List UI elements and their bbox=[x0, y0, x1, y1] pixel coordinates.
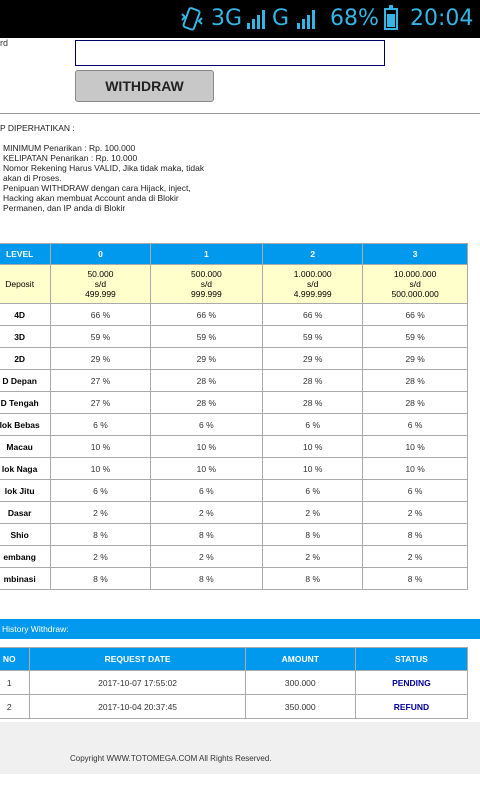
network-type-label: 3G bbox=[211, 6, 243, 31]
history-date: 2017-10-07 17:55:02 bbox=[30, 671, 245, 695]
game-type-label: lok Jitu bbox=[0, 480, 51, 502]
table-row bbox=[0, 671, 468, 695]
history-title: History Withdraw: bbox=[0, 619, 480, 639]
rate-cell: 66 % bbox=[263, 304, 363, 326]
note-line: MINIMUM Penarikan : Rp. 100.000 bbox=[3, 143, 136, 153]
rate-cell: 8 % bbox=[363, 524, 468, 546]
game-type-label: lok Naga bbox=[0, 458, 51, 480]
table-row bbox=[0, 480, 468, 502]
game-type-label: lok Bebas bbox=[0, 414, 51, 436]
rate-cell: 2 % bbox=[51, 502, 150, 524]
table-row bbox=[0, 546, 468, 568]
table-row bbox=[0, 414, 468, 436]
rate-cell: 8 % bbox=[263, 524, 363, 546]
network-type-label-2: G bbox=[272, 6, 290, 31]
clock: 20:04 bbox=[410, 6, 474, 31]
header-cell: 3 bbox=[363, 244, 468, 265]
footer bbox=[0, 722, 480, 774]
rate-cell: 8 % bbox=[363, 568, 468, 590]
rate-cell: 2 % bbox=[263, 502, 363, 524]
rate-cell: 28 % bbox=[363, 392, 468, 414]
game-type-label: D Tengah bbox=[0, 392, 51, 414]
table-row bbox=[0, 326, 468, 348]
rate-cell: 29 % bbox=[150, 348, 263, 370]
header-cell: REQUEST DATE bbox=[30, 648, 245, 671]
table-row bbox=[0, 348, 468, 370]
rate-cell: 10 % bbox=[150, 436, 263, 458]
game-type-label: D Depan bbox=[0, 370, 51, 392]
signal-icon bbox=[296, 8, 318, 34]
note-line: Penipuan WITHDRAW dengan cara Hijack, inject, bbox=[3, 183, 191, 193]
deposit-cell: 50.000 s/d 499.999 bbox=[51, 265, 150, 304]
rate-cell: 29 % bbox=[363, 348, 468, 370]
table-row bbox=[0, 695, 468, 719]
table-row bbox=[0, 458, 468, 480]
rate-cell: 6 % bbox=[363, 480, 468, 502]
rate-cell: 66 % bbox=[51, 304, 150, 326]
game-type-label: embang bbox=[0, 546, 51, 568]
copyright-text: Copyright WWW.TOTOMEGA.COM All Rights Reserved. bbox=[70, 754, 272, 763]
rate-cell: 10 % bbox=[263, 458, 363, 480]
note-line: Hacking akan membuat Account anda di Blokir bbox=[3, 193, 179, 203]
game-type-label: Dasar bbox=[0, 502, 51, 524]
rate-cell: 10 % bbox=[150, 458, 263, 480]
battery-percent: 68% bbox=[330, 6, 379, 31]
note-line: KELIPATAN Penarikan : Rp. 10.000 bbox=[3, 153, 138, 163]
note-line: akan di Proses. bbox=[3, 173, 62, 183]
table-row bbox=[0, 436, 468, 458]
signal-icon bbox=[246, 8, 268, 34]
header-cell: STATUS bbox=[355, 648, 467, 671]
rate-cell: 8 % bbox=[51, 524, 150, 546]
rate-cell: 59 % bbox=[363, 326, 468, 348]
rate-cell: 27 % bbox=[51, 392, 150, 414]
game-type-label: 3D bbox=[0, 326, 51, 348]
note-line: Permanen, dan IP anda di Blokir bbox=[3, 203, 126, 213]
notes-section bbox=[0, 123, 230, 213]
history-date: 2017-10-04 20:37:45 bbox=[30, 695, 245, 719]
table-row bbox=[0, 370, 468, 392]
withdraw-button[interactable]: WITHDRAW bbox=[75, 70, 214, 102]
rate-cell: 29 % bbox=[51, 348, 150, 370]
rate-cell: 6 % bbox=[150, 480, 263, 502]
deposit-label: Deposit bbox=[0, 265, 51, 304]
game-type-label: 2D bbox=[0, 348, 51, 370]
rate-cell: 2 % bbox=[263, 546, 363, 568]
rate-cell: 6 % bbox=[263, 480, 363, 502]
history-no: 1 bbox=[0, 671, 30, 695]
rate-cell: 8 % bbox=[51, 568, 150, 590]
game-type-label: 4D bbox=[0, 304, 51, 326]
rate-cell: 29 % bbox=[263, 348, 363, 370]
password-input[interactable] bbox=[75, 40, 385, 66]
status-badge: REFUND bbox=[355, 695, 467, 719]
table-row bbox=[0, 304, 468, 326]
rate-cell: 10 % bbox=[51, 458, 150, 480]
rate-cell: 2 % bbox=[51, 546, 150, 568]
rate-cell: 6 % bbox=[363, 414, 468, 436]
rate-cell: 28 % bbox=[150, 392, 263, 414]
rate-cell: 8 % bbox=[150, 524, 263, 546]
note-line: Nomor Rekening Harus VALID, Jika tidak maka, tidak bbox=[3, 163, 205, 173]
divider bbox=[0, 113, 480, 114]
rate-cell: 6 % bbox=[263, 414, 363, 436]
table-row bbox=[0, 524, 468, 546]
rate-cell: 27 % bbox=[51, 370, 150, 392]
rate-cell: 8 % bbox=[150, 568, 263, 590]
history-amount: 300.000 bbox=[245, 671, 355, 695]
rate-cell: 10 % bbox=[363, 458, 468, 480]
history-table bbox=[0, 647, 468, 719]
header-cell: NO bbox=[0, 648, 30, 671]
history-amount: 350.000 bbox=[245, 695, 355, 719]
status-bar bbox=[0, 0, 480, 38]
rate-cell: 66 % bbox=[150, 304, 263, 326]
rate-cell: 28 % bbox=[150, 370, 263, 392]
rate-cell: 59 % bbox=[51, 326, 150, 348]
status-badge: PENDING bbox=[355, 671, 467, 695]
rate-cell: 10 % bbox=[263, 436, 363, 458]
header-cell: LEVEL bbox=[0, 244, 51, 265]
history-header-row bbox=[0, 648, 468, 671]
rate-cell: 10 % bbox=[51, 436, 150, 458]
deposit-cell: 10.000.000 s/d 500.000.000 bbox=[363, 265, 468, 304]
rate-cell: 28 % bbox=[263, 392, 363, 414]
rates-header-row bbox=[0, 244, 468, 265]
rate-cell: 6 % bbox=[51, 480, 150, 502]
game-type-label: Macau bbox=[0, 436, 51, 458]
password-label: rd bbox=[0, 38, 9, 48]
rate-cell: 28 % bbox=[363, 370, 468, 392]
rate-cell: 6 % bbox=[150, 414, 263, 436]
table-row bbox=[0, 502, 468, 524]
rate-cell: 66 % bbox=[363, 304, 468, 326]
deposit-cell: 500.000 s/d 999.999 bbox=[150, 265, 263, 304]
header-cell: AMOUNT bbox=[245, 648, 355, 671]
rate-cell: 2 % bbox=[150, 546, 263, 568]
rate-cell: 8 % bbox=[263, 568, 363, 590]
history-no: 2 bbox=[0, 695, 30, 719]
battery-icon bbox=[384, 8, 398, 30]
deposit-row bbox=[0, 265, 468, 304]
table-row bbox=[0, 392, 468, 414]
vibrate-icon bbox=[180, 6, 204, 41]
header-cell: 1 bbox=[150, 244, 263, 265]
rate-cell: 28 % bbox=[263, 370, 363, 392]
rate-cell: 2 % bbox=[363, 546, 468, 568]
rate-cell: 10 % bbox=[363, 436, 468, 458]
game-type-label: Shio bbox=[0, 524, 51, 546]
rate-cell: 59 % bbox=[150, 326, 263, 348]
table-row bbox=[0, 568, 468, 590]
rates-table bbox=[0, 243, 468, 590]
game-type-label: mbinasi bbox=[0, 568, 51, 590]
header-cell: 0 bbox=[51, 244, 150, 265]
rate-cell: 59 % bbox=[263, 326, 363, 348]
rate-cell: 2 % bbox=[363, 502, 468, 524]
rate-cell: 6 % bbox=[51, 414, 150, 436]
notes-heading: P DIPERHATIKAN : bbox=[0, 123, 75, 133]
rate-cell: 2 % bbox=[150, 502, 263, 524]
header-cell: 2 bbox=[263, 244, 363, 265]
deposit-cell: 1.000.000 s/d 4.999.999 bbox=[263, 265, 363, 304]
